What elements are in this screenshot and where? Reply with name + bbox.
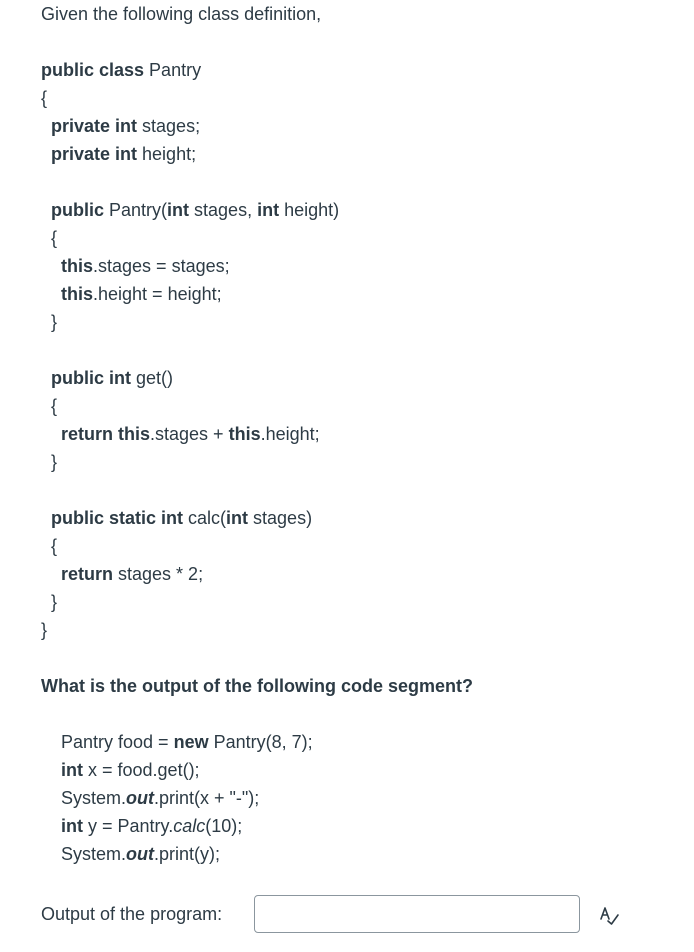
code-token: private int bbox=[51, 144, 138, 164]
code-line bbox=[51, 507, 312, 529]
spellcheck-icon[interactable] bbox=[598, 904, 620, 926]
code-token: this bbox=[61, 284, 94, 304]
code-line bbox=[61, 255, 230, 277]
code-token: stages; bbox=[137, 116, 201, 136]
segment-line bbox=[61, 759, 200, 781]
code-line bbox=[41, 59, 201, 81]
code-line bbox=[51, 115, 200, 137]
segment-token: new bbox=[173, 732, 209, 752]
code-token: { bbox=[51, 396, 58, 416]
segment-token: x = food.get(); bbox=[83, 760, 200, 780]
question-text: What is the output of the following code segment? bbox=[41, 676, 473, 696]
code-line bbox=[61, 423, 320, 445]
code-line bbox=[51, 367, 173, 389]
segment-token: System. bbox=[61, 788, 127, 808]
code-token: Pantry( bbox=[104, 200, 168, 220]
segment-token: .print(y); bbox=[154, 844, 221, 864]
code-token: } bbox=[51, 312, 58, 332]
code-token: this bbox=[228, 424, 261, 444]
segment-token: Pantry food = bbox=[61, 732, 174, 752]
segment-line bbox=[61, 731, 313, 753]
answer-label: Output of the program: bbox=[41, 904, 223, 924]
segment-line bbox=[61, 815, 242, 837]
code-token: int bbox=[226, 508, 249, 528]
code-token: { bbox=[41, 88, 48, 108]
code-token: .height = height; bbox=[93, 284, 222, 304]
code-token: private int bbox=[51, 116, 138, 136]
code-line bbox=[51, 227, 57, 249]
segment-line bbox=[61, 787, 259, 809]
code-line bbox=[41, 619, 47, 641]
code-token: int bbox=[167, 200, 190, 220]
code-token: public class bbox=[41, 60, 145, 80]
segment-token: out bbox=[126, 788, 154, 808]
code-line bbox=[51, 451, 57, 473]
code-token: height) bbox=[279, 200, 340, 220]
code-token: int bbox=[257, 200, 280, 220]
answer-input[interactable] bbox=[254, 895, 580, 933]
code-token: height; bbox=[137, 144, 197, 164]
code-line bbox=[61, 283, 222, 305]
segment-token: out bbox=[126, 844, 154, 864]
code-line bbox=[41, 87, 47, 109]
segment-line bbox=[61, 843, 220, 865]
segment-token: (10); bbox=[205, 816, 243, 836]
segment-token: y = Pantry. bbox=[83, 816, 174, 836]
code-line bbox=[51, 199, 339, 221]
segment-token: Pantry(8, 7); bbox=[208, 732, 313, 752]
code-token: stages * 2; bbox=[113, 564, 204, 584]
code-token: .stages + bbox=[150, 424, 229, 444]
code-token: public static int bbox=[51, 508, 184, 528]
segment-token: int bbox=[61, 760, 83, 780]
intro-text: Given the following class definition, bbox=[41, 4, 322, 24]
code-token: { bbox=[51, 536, 58, 556]
code-token: this bbox=[61, 256, 94, 276]
code-token: calc( bbox=[183, 508, 227, 528]
code-token: { bbox=[51, 228, 58, 248]
code-token: stages, bbox=[189, 200, 258, 220]
code-token: return bbox=[61, 564, 114, 584]
segment-token: System. bbox=[61, 844, 127, 864]
code-token: stages) bbox=[248, 508, 313, 528]
code-token: } bbox=[41, 620, 48, 640]
code-token: .stages = stages; bbox=[93, 256, 230, 276]
code-token: public int bbox=[51, 368, 131, 388]
code-token: } bbox=[51, 452, 58, 472]
segment-token: calc bbox=[173, 816, 206, 836]
code-line bbox=[61, 563, 203, 585]
code-line bbox=[51, 311, 57, 333]
code-token: .height; bbox=[260, 424, 320, 444]
code-token: get() bbox=[131, 368, 174, 388]
segment-token: int bbox=[61, 816, 83, 836]
code-token: Pantry bbox=[144, 60, 202, 80]
code-line bbox=[51, 591, 57, 613]
code-line bbox=[51, 395, 57, 417]
code-token: return this bbox=[61, 424, 151, 444]
code-line bbox=[51, 535, 57, 557]
code-token: } bbox=[51, 592, 58, 612]
code-token: public bbox=[51, 200, 104, 220]
segment-token: .print(x + "-"); bbox=[154, 788, 260, 808]
code-line bbox=[51, 143, 196, 165]
